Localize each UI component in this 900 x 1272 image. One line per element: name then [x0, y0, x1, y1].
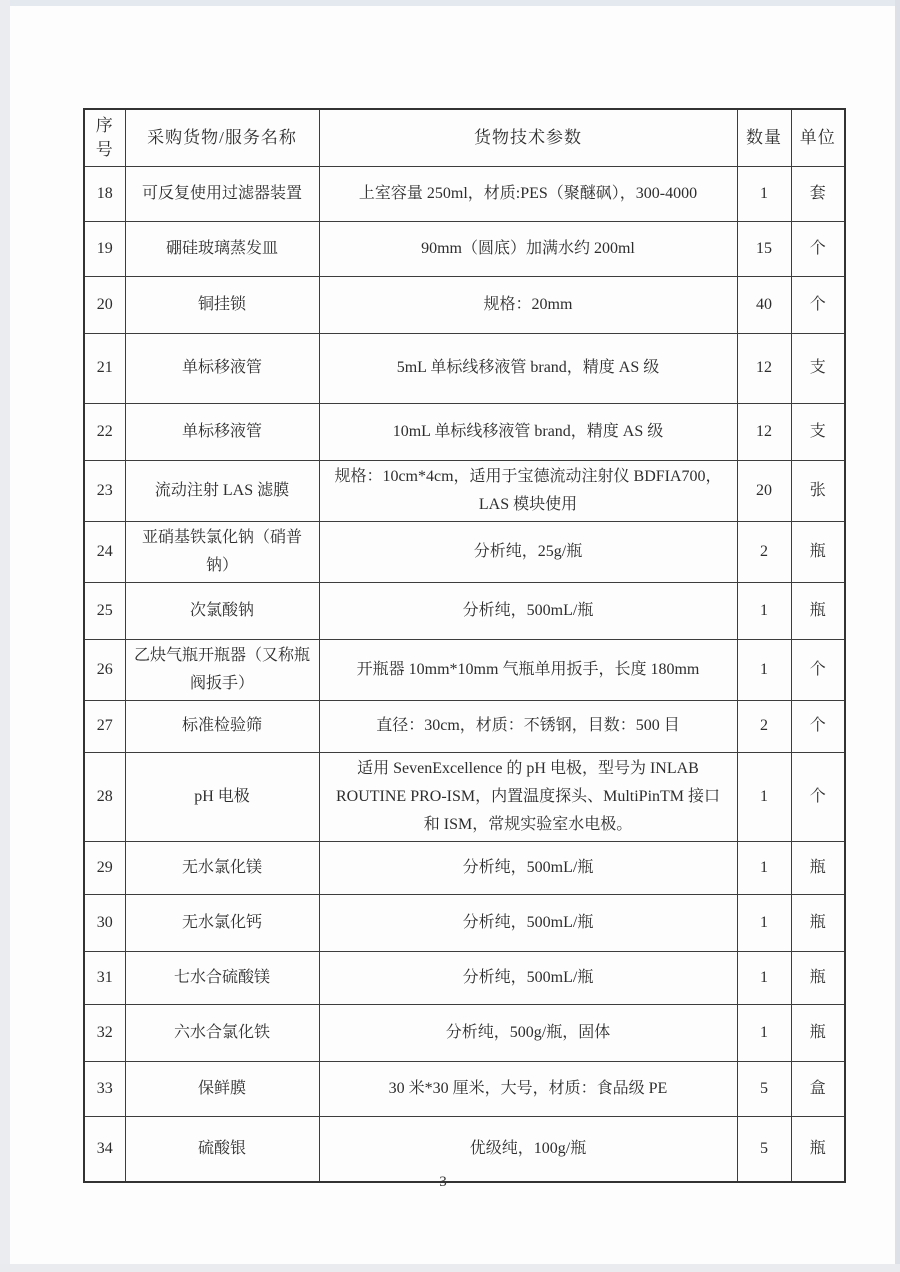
scan-edge-left: [0, 0, 10, 1272]
row-unit-cell: 个: [791, 700, 845, 752]
row-name-cell: 流动注射 LAS 滤膜: [125, 460, 319, 521]
header-seq-no-label: 序号: [95, 115, 114, 159]
table-header-row: [84, 109, 845, 166]
row-params-cell: 分析纯，25g/瓶: [319, 521, 737, 582]
table-row: [84, 403, 845, 460]
row-no-cell: 27: [84, 700, 125, 752]
row-no-cell: 29: [84, 841, 125, 894]
row-unit-cell: 张: [791, 460, 845, 521]
row-params-cell: 规格：10cm*4cm，适用于宝德流动注射仪 BDFIA700，LAS 模块使用: [319, 460, 737, 521]
scan-edge-right: [895, 0, 900, 1272]
row-qty-cell: 1: [737, 166, 791, 221]
row-unit-cell: 支: [791, 403, 845, 460]
row-params-cell: 分析纯，500mL/瓶: [319, 951, 737, 1004]
row-params-cell: 5mL 单标线移液管 brand，精度 AS 级: [319, 333, 737, 403]
table-row: [84, 700, 845, 752]
row-no-cell: 25: [84, 582, 125, 639]
table-row: [84, 1116, 845, 1182]
row-params-cell: 开瓶器 10mm*10mm 气瓶单用扳手，长度 180mm: [319, 639, 737, 700]
row-name-cell: 六水合氯化铁: [125, 1004, 319, 1061]
table-row: [84, 752, 845, 841]
row-no-cell: 20: [84, 276, 125, 333]
row-no-cell: 18: [84, 166, 125, 221]
row-qty-cell: 1: [737, 1004, 791, 1061]
row-unit-cell: 个: [791, 639, 845, 700]
table-row: [84, 639, 845, 700]
header-quantity: 数量: [737, 109, 791, 166]
row-params-cell: 分析纯，500mL/瓶: [319, 841, 737, 894]
row-qty-cell: 1: [737, 951, 791, 1004]
table-row: [84, 841, 845, 894]
row-name-cell: 乙炔气瓶开瓶器（又称瓶阀扳手）: [125, 639, 319, 700]
row-name-cell: 无水氯化钙: [125, 894, 319, 951]
header-tech-params: 货物技术参数: [319, 109, 737, 166]
row-qty-cell: 2: [737, 521, 791, 582]
row-qty-cell: 12: [737, 403, 791, 460]
row-qty-cell: 15: [737, 221, 791, 276]
table-row: [84, 894, 845, 951]
row-name-cell: 无水氯化镁: [125, 841, 319, 894]
row-params-cell: 分析纯，500mL/瓶: [319, 894, 737, 951]
row-unit-cell: 瓶: [791, 894, 845, 951]
row-name-cell: 单标移液管: [125, 333, 319, 403]
row-params-cell: 分析纯，500g/瓶，固体: [319, 1004, 737, 1061]
table-row: [84, 582, 845, 639]
row-no-cell: 32: [84, 1004, 125, 1061]
row-qty-cell: 40: [737, 276, 791, 333]
table-row: [84, 521, 845, 582]
row-params-cell: 直径：30cm，材质：不锈钢，目数：500 目: [319, 700, 737, 752]
row-no-cell: 23: [84, 460, 125, 521]
row-no-cell: 19: [84, 221, 125, 276]
row-no-cell: 34: [84, 1116, 125, 1182]
header-seq-no: [84, 109, 125, 166]
row-qty-cell: 1: [737, 841, 791, 894]
row-qty-cell: 2: [737, 700, 791, 752]
row-no-cell: 30: [84, 894, 125, 951]
procurement-items-table: [83, 108, 846, 1183]
row-unit-cell: 支: [791, 333, 845, 403]
row-name-cell: 硼硅玻璃蒸发皿: [125, 221, 319, 276]
table-row: [84, 460, 845, 521]
row-params-cell: 规格：20mm: [319, 276, 737, 333]
row-no-cell: 26: [84, 639, 125, 700]
row-name-cell: 亚硝基铁氯化钠（硝普钠）: [125, 521, 319, 582]
row-qty-cell: 1: [737, 752, 791, 841]
row-unit-cell: 个: [791, 221, 845, 276]
row-unit-cell: 瓶: [791, 841, 845, 894]
row-unit-cell: 瓶: [791, 582, 845, 639]
scan-edge-bottom: [0, 1264, 900, 1272]
table-row: [84, 221, 845, 276]
row-no-cell: 28: [84, 752, 125, 841]
row-unit-cell: 瓶: [791, 951, 845, 1004]
row-unit-cell: 盒: [791, 1061, 845, 1116]
row-qty-cell: 1: [737, 582, 791, 639]
table-row: [84, 1061, 845, 1116]
row-name-cell: 单标移液管: [125, 403, 319, 460]
row-no-cell: 24: [84, 521, 125, 582]
row-unit-cell: 瓶: [791, 1116, 845, 1182]
row-params-cell: 分析纯，500mL/瓶: [319, 582, 737, 639]
row-unit-cell: 个: [791, 752, 845, 841]
row-params-cell: 30 米*30 厘米，大号，材质：食品级 PE: [319, 1061, 737, 1116]
row-name-cell: 铜挂锁: [125, 276, 319, 333]
row-name-cell: pH 电极: [125, 752, 319, 841]
page-number: 3: [439, 1174, 447, 1190]
row-params-cell: 优级纯，100g/瓶: [319, 1116, 737, 1182]
header-item-name: 采购货物/服务名称: [125, 109, 319, 166]
table-row: [84, 333, 845, 403]
row-no-cell: 22: [84, 403, 125, 460]
row-no-cell: 31: [84, 951, 125, 1004]
row-unit-cell: 个: [791, 276, 845, 333]
row-qty-cell: 20: [737, 460, 791, 521]
table-row: [84, 951, 845, 1004]
row-params-cell: 适用 SevenExcellence 的 pH 电极，型号为 INLAB ROUTINE PRO-ISM，内置温度探头、MultiPinTM 接口和 ISM，常规实验室水电极。: [319, 752, 737, 841]
row-params-cell: 90mm（圆底）加满水约 200ml: [319, 221, 737, 276]
row-no-cell: 33: [84, 1061, 125, 1116]
row-name-cell: 保鲜膜: [125, 1061, 319, 1116]
row-name-cell: 可反复使用过滤器装置: [125, 166, 319, 221]
row-qty-cell: 1: [737, 894, 791, 951]
row-qty-cell: 12: [737, 333, 791, 403]
table-row: [84, 1004, 845, 1061]
row-unit-cell: 套: [791, 166, 845, 221]
row-unit-cell: 瓶: [791, 1004, 845, 1061]
row-unit-cell: 瓶: [791, 521, 845, 582]
row-params-cell: 10mL 单标线移液管 brand，精度 AS 级: [319, 403, 737, 460]
row-name-cell: 次氯酸钠: [125, 582, 319, 639]
row-qty-cell: 1: [737, 639, 791, 700]
header-unit: 单位: [791, 109, 845, 166]
row-qty-cell: 5: [737, 1116, 791, 1182]
row-qty-cell: 5: [737, 1061, 791, 1116]
row-name-cell: 硫酸银: [125, 1116, 319, 1182]
row-name-cell: 标准检验筛: [125, 700, 319, 752]
row-params-cell: 上室容量 250ml，材质:PES（聚醚砜），300-4000: [319, 166, 737, 221]
row-no-cell: 21: [84, 333, 125, 403]
table-row: [84, 166, 845, 221]
row-name-cell: 七水合硫酸镁: [125, 951, 319, 1004]
table-row: [84, 276, 845, 333]
